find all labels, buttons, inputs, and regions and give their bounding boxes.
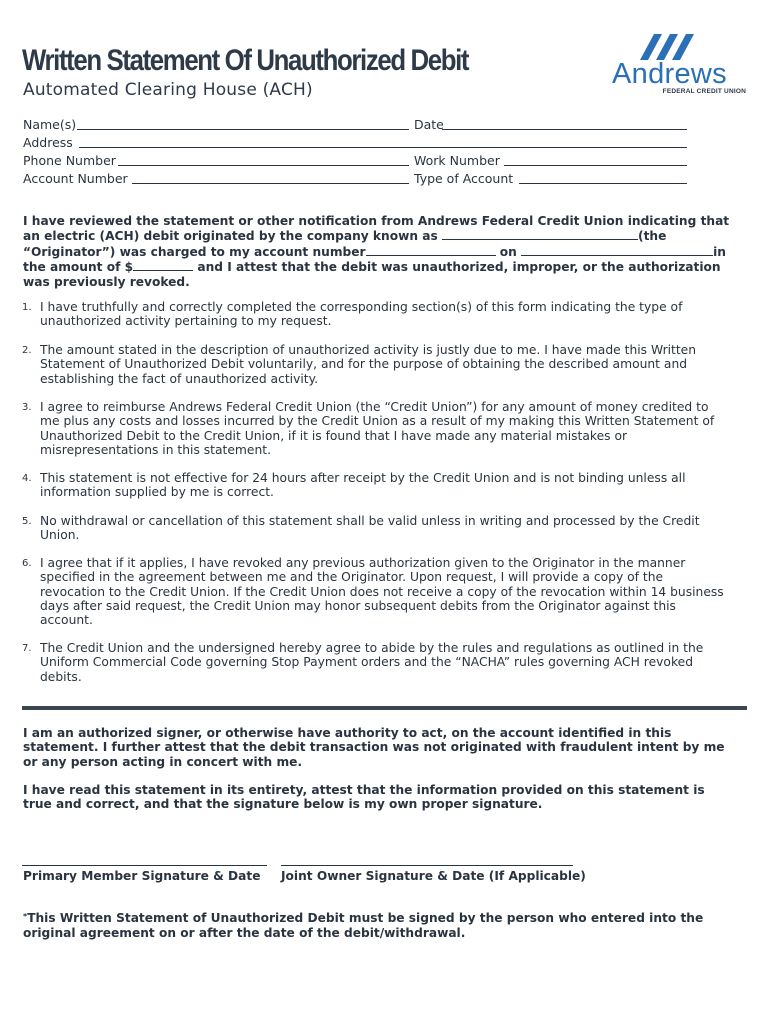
statement-text-4: in the amount of $ — [23, 244, 726, 275]
amount-blank[interactable] — [133, 259, 193, 271]
account-number-field[interactable] — [132, 183, 409, 184]
joint-signature-label: Joint Owner Signature & Date (If Applicable) — [281, 869, 586, 883]
item-text: This statement is not effective for 24 hours after receipt by the Credit Union and is not binding unless all information supplied by me is correct. — [40, 471, 686, 500]
footnote — [23, 911, 733, 940]
page-title: Written Statement Of Unauthorized Debit — [22, 44, 469, 77]
account-number-blank[interactable] — [366, 244, 496, 256]
item-number: 1. — [22, 302, 32, 313]
date-label: Date — [414, 117, 444, 132]
work-number-field[interactable] — [504, 165, 687, 166]
statement-text-5: and I attest that the debit was unauthorized, improper, or the authorization was previously revoked. — [23, 260, 721, 289]
item-number: 6. — [22, 558, 32, 569]
statement-text-3: on — [499, 244, 517, 259]
footnote-marker: * — [23, 912, 28, 921]
page-subtitle: Automated Clearing House (ACH) — [23, 80, 313, 100]
item-number: 7. — [22, 643, 32, 654]
phone-field[interactable] — [118, 165, 409, 166]
item-number: 4. — [22, 473, 32, 484]
item-text: I agree that if it applies, I have revoked any previous authorization given to the Originator in the manner specified in the agreement between me and the Originator. Upon request, I will provide a copy of the revocation to the Credit Union. If the Credit Union does not receive a copy of the revocation within 14 business days after said request, the Credit Union may honor subsequent debits from the Originator against this account. — [40, 556, 724, 628]
footnote-text: This Written Statement of Unauthorized Debit must be signed by the person who entered into the original agreement on or after the date of the debit/withdrawal. — [23, 911, 704, 940]
statement-text-1: I have reviewed the statement or other notification from Andrews Federal Credit Union indicating that an electric (ACH) debit originated by the company known as — [23, 214, 730, 244]
account-number-label: Account Number — [23, 171, 128, 186]
phone-label: Phone Number — [23, 153, 116, 168]
joint-signature-line[interactable] — [281, 865, 573, 866]
read-attestation: I have read this statement in its entirety, attest that the information provided on this statement is true and correct, and that the signature below is my own proper signature. — [23, 783, 705, 812]
authority-attestation: I am an authorized signer, or otherwise have authority to act, on the account identified in this statement. I further attest that the debit transaction was not originated with fraudulent intent by me or any person acting in concert with me. — [23, 726, 725, 769]
item-number: 2. — [22, 345, 32, 356]
account-type-label: Type of Account — [414, 171, 514, 186]
statement-text-2: (the “Originator”) was charged to my account number — [23, 229, 667, 259]
item-text: I agree to reimburse Andrews Federal Credit Union (the “Credit Union”) for any amount of money credited to me plus any costs and losses incurred by the Credit Union as a result of my making this Written Statement of Unauthorized Debit to the Credit Union, if it is found that I have made any material mistakes or misrepresentations in this statement. — [40, 400, 715, 457]
item-text: The Credit Union and the undersigned hereby agree to abide by the rules and regulations as outlined in the Uniform Commercial Code governing Stop Payment orders and the “NACHA” rules governing ACH revoked debits. — [40, 641, 704, 684]
item-number: 3. — [22, 402, 32, 413]
logo-stripes-icon — [640, 30, 704, 60]
primary-signature-line[interactable] — [22, 865, 267, 866]
logo-wordmark: Andrews — [612, 58, 727, 90]
address-field[interactable] — [79, 147, 687, 148]
item-number: 5. — [22, 516, 32, 527]
item-text: The amount stated in the description of unauthorized activity is justly due to me. I have made this Written Statement of Unauthorized Debit voluntarily, and for the purpose of obtaining the described amount and establishing the fact of unauthorized activity. — [40, 343, 697, 386]
names-label: Name(s) — [23, 117, 77, 132]
work-number-label: Work Number — [414, 153, 500, 168]
andrews-fcu-logo — [612, 30, 752, 100]
item-text: I have truthfully and correctly completed the corresponding section(s) of this form indicating the type of unauthorized activity pertaining to my request. — [40, 300, 683, 329]
address-label: Address — [23, 135, 73, 150]
names-field[interactable] — [77, 129, 409, 130]
primary-signature-label: Primary Member Signature & Date — [23, 869, 261, 883]
item-text: No withdrawal or cancellation of this statement shall be valid unless in writing and processed by the Credit Union. — [40, 514, 700, 543]
debit-date-blank[interactable] — [521, 244, 713, 256]
section-divider — [22, 706, 747, 710]
originator-blank[interactable] — [442, 228, 638, 240]
account-type-field[interactable] — [519, 183, 687, 184]
date-field[interactable] — [442, 129, 687, 130]
debit-statement — [23, 214, 733, 289]
logo-tagline: FEDERAL CREDIT UNION — [662, 88, 746, 95]
